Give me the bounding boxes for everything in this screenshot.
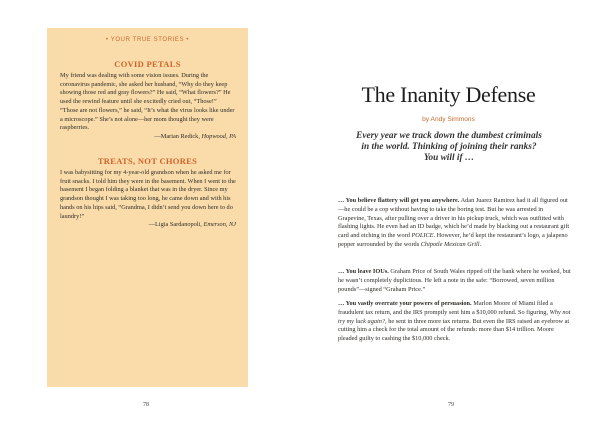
- signature-name: —Ligia Sardanopoli,: [148, 221, 202, 229]
- reader-stories-sidebar: [47, 28, 248, 387]
- paragraph-text: Adan Juarez Ramirez had it all figured out—he could be a cop without having to take the boring test. But he was arrested in Grapevine, Texas, after pulling over a driver in his pickup truck, which was outfitted with flashing lights. He even had an ID badge, which he’d made by blacking out a restaurant gift card and etching in the word: [338, 197, 570, 240]
- paragraph-lead: … You leave IOUs.: [338, 268, 389, 275]
- article-title: The Inanity Defense: [361, 82, 536, 107]
- paragraph-italic: Why not try my luck again?: [338, 308, 571, 325]
- paragraph-text: Graham Price of South Wales ripped off the bank where he worked, but he wasn’t completely duplicitous. He left a note in the safe: “Borrowed, seven million pounds”—signed “Graham Price.”: [338, 268, 571, 293]
- sidebar-header: • YOUR TRUE STORIES •: [105, 37, 190, 43]
- paragraph-text: , he sent in three more tax returns. But even the IRS raised an eyebrow at cutting him a check for the total amount of the refunds: more than $14 trillion. Moore pleaded guilty to cashing the $10,000 check.: [338, 317, 570, 343]
- signature-place: Hopwood, PA: [201, 132, 236, 140]
- page-number-right: 79: [448, 402, 454, 408]
- story-text: I was babysitting for my 4-year-old grandson when he asked me for fruit snacks. I told him they were in the basement. When I went to the basement I began folding a blanket that was in the dryer. Since my grandson thought I was taking too long, he came down and with his hands on his hips said, “Grandma, I didn’t send you down here to do laundry!”: [60, 169, 236, 220]
- paragraph-lead: … You believe flattery will get you anywhere.: [338, 197, 460, 204]
- story-body: [60, 72, 236, 142]
- story-text: My friend was dealing with some vision issues. During the coronavirus pandemic, she asked her husband, “Why do they keep showing those red and gray flowers?” He said, “What flowers?” He used the rewind feature until she excitedly cried out, “Those!” “Those are not flowers,” he said, “It’s what the virus looks like under a microscope.” She’s not alone—her mom thought they were raspberries.: [60, 72, 235, 132]
- story-heading: COVID PETALS: [114, 59, 181, 69]
- paragraph-lead: … You vastly overrate your powers of persuasion.: [338, 300, 472, 307]
- story-heading: TREATS, NOT CHORES: [97, 156, 198, 166]
- article-paragraph: [338, 300, 572, 344]
- story-signature: [60, 221, 236, 230]
- paragraph-italic: Chipotle Mexican Grill: [420, 240, 480, 248]
- story-signature: [60, 133, 236, 142]
- page-number-left: 78: [143, 402, 149, 408]
- article-byline: by Andy Simmons: [422, 116, 475, 123]
- paragraph-text: Marlon Moore of Miami filed a fraudulent tax return, and the IRS promptly sent him a $10,000 refund. So figuring,: [338, 300, 553, 316]
- paragraph-text: .: [479, 240, 482, 248]
- paragraph-text: . However, he’d kept the restaurant’s logo, a jalapeno pepper surrounded by the words: [338, 232, 568, 248]
- article-dek: Every year we track down the dumbest criminals in the world. Thinking of joining their ranks? You will if …: [356, 131, 542, 163]
- article-paragraph: [338, 268, 572, 294]
- signature-name: —Marian Redick,: [154, 132, 200, 140]
- story-body: [60, 169, 236, 230]
- article-paragraph: [338, 197, 572, 250]
- signature-place: Emerson, NJ: [203, 221, 236, 229]
- paragraph-italic: POLICE: [411, 232, 434, 240]
